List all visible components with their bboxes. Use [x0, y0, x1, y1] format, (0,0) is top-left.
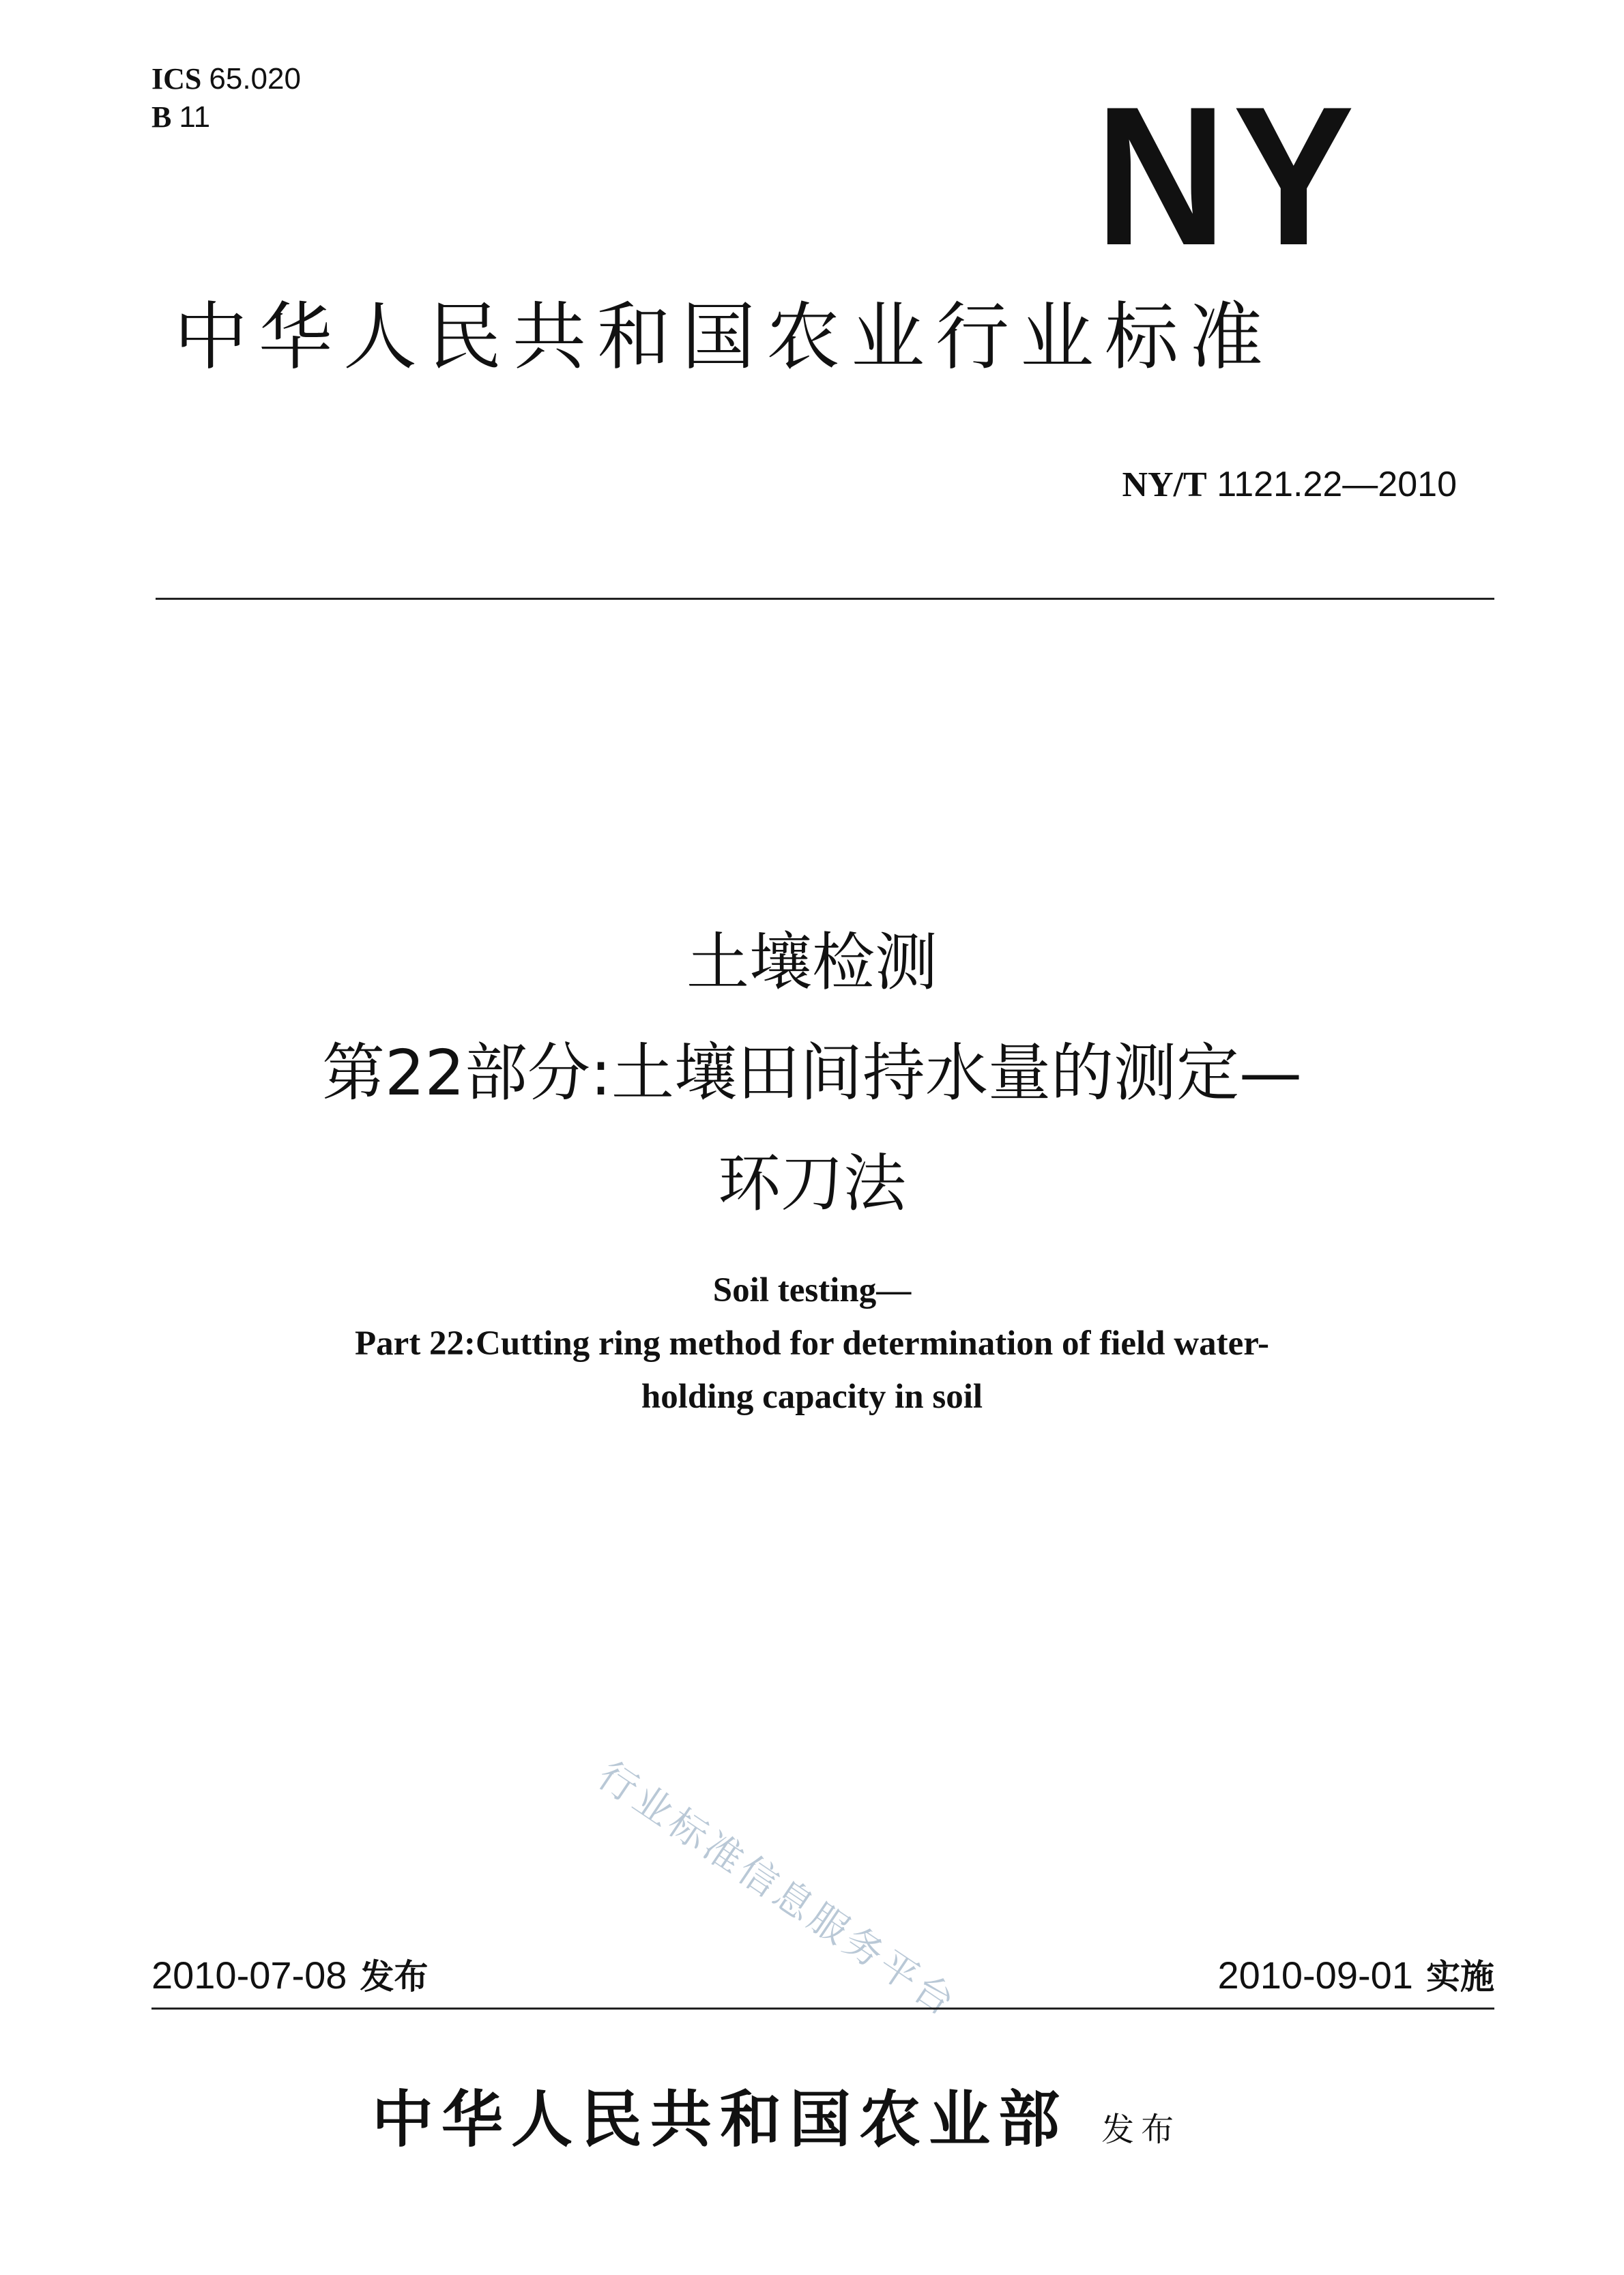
ics-value: 65.020 — [209, 62, 301, 96]
ccs-label: B — [151, 100, 172, 134]
standard-title: 中华人民共和国农业行业标准 — [174, 295, 1275, 380]
english-title-line-2: Part 22:Cutting ring method for determination of field water- — [355, 1324, 1269, 1363]
footer-divider — [151, 2008, 1494, 2010]
issue-date-block — [151, 1952, 429, 2001]
implement-date: 2010-09-01 — [1217, 1954, 1413, 1997]
ics-code — [151, 60, 301, 98]
implement-label: 实施 — [1426, 1957, 1494, 1997]
watermark: 行业标准信息服务平台 — [590, 1753, 966, 2027]
english-title-line-1: Soil testing— — [712, 1271, 912, 1309]
standard-prefix: NY/T — [1122, 465, 1207, 504]
issuer-name: 中华人民共和国农业部 — [372, 2084, 1068, 2156]
chinese-title — [130, 908, 1494, 1239]
issuer-verb: 发布 — [1101, 2111, 1181, 2149]
header-divider — [156, 598, 1494, 600]
chinese-title-line-1: 土壤检测 — [686, 926, 938, 999]
ccs-value: 11 — [179, 100, 211, 134]
issue-date: 2010-07-08 — [151, 1954, 347, 1997]
implement-date-block — [1217, 1952, 1494, 2001]
ccs-code — [151, 98, 301, 136]
standard-number-value: 1121.22—2010 — [1217, 465, 1457, 504]
chinese-title-line-2: 第22部分:土壤田间持水量的测定— — [321, 1037, 1303, 1110]
ny-logo: NY — [1095, 66, 1361, 287]
issue-label: 发布 — [360, 1957, 429, 1997]
issuer-block — [372, 2083, 1180, 2167]
english-title-line-3: holding capacity in soil — [641, 1378, 983, 1416]
standard-number — [1122, 463, 1458, 507]
chinese-title-line-3: 环刀法 — [717, 1147, 906, 1220]
english-title — [130, 1264, 1494, 1423]
classification-codes — [151, 60, 301, 136]
ics-label: ICS — [151, 62, 202, 96]
